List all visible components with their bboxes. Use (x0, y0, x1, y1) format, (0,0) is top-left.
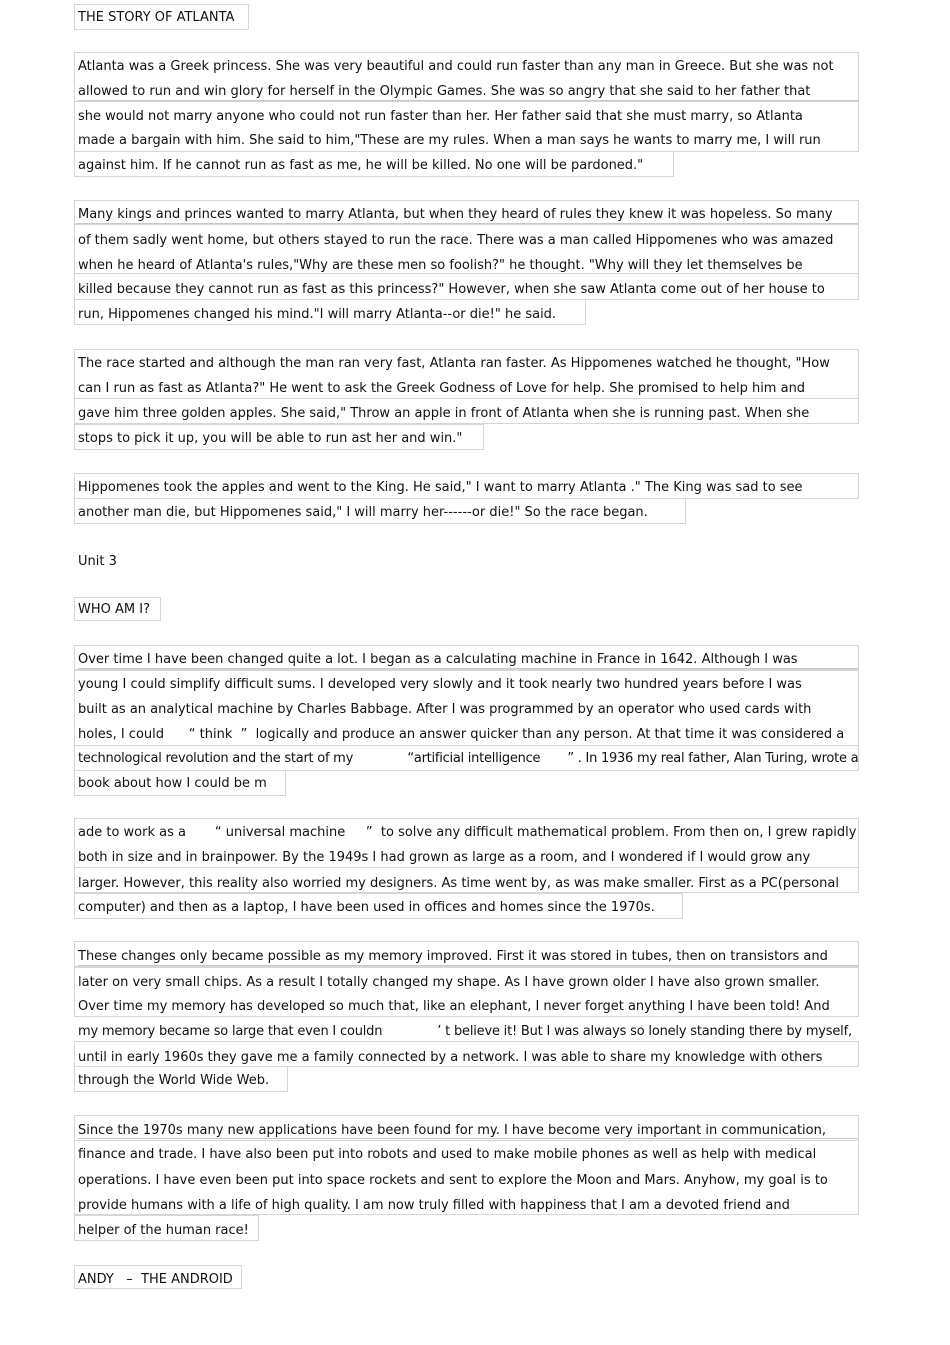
story-p2-line: run, Hippomenes changed his mind."I will marry Atlanta--or die!" he said. (78, 307, 557, 322)
signature: ANDY – THE ANDROID (78, 1272, 233, 1287)
who-p3-line: through the World Wide Web. (78, 1073, 270, 1088)
unit-label: Unit 3 (78, 554, 117, 569)
story-p1-line: she would not marry anyone who could not run faster than her. Her father said that she must marry, so Atlanta (78, 109, 803, 124)
who-p1-line: technological revolution and the start of my “artificial intelligence ” . In 1936 my real father, Alan Turing, wrote a (78, 751, 859, 766)
who-p3-line: These changes only became possible as my memory improved. First it was stored in tubes, then on transistors and (78, 949, 828, 964)
story-p3-line: The race started and although the man ran very fast, Atlanta ran faster. As Hippomenes watched he thought, "How (78, 356, 830, 371)
who-p4-line: provide humans with a life of high quality. I am now truly filled with happiness that I am a devoted friend and (78, 1198, 790, 1213)
who-p2-line: larger. However, this reality also worried my designers. As time went by, as was make smaller. First as a PC(personal (78, 876, 839, 891)
story-p1-line: made a bargain with him. She said to him,"These are my rules. When a man says he wants to marry me, I will run (78, 133, 821, 148)
who-p2-line: computer) and then as a laptop, I have been used in offices and homes since the 1970s. (78, 900, 655, 915)
who-p4-line: operations. I have even been put into space rockets and sent to explore the Moon and Mars. Anyhow, my goal is to (78, 1173, 828, 1188)
who-p2-line: both in size and in brainpower. By the 1949s I had grown as large as a room, and I wondered if I would grow any (78, 850, 811, 865)
who-am-i-title: WHO AM I? (78, 602, 150, 617)
who-p2-line: ade to work as a “ universal machine ” to solve any difficult mathematical problem. From then on, I grew rapidly (78, 825, 857, 840)
who-p1-line: holes, I could “ think ” logically and produce an answer quicker than any person. At that time it was considered a (78, 727, 845, 742)
story-p2-line: when he heard of Atlanta's rules,"Why are these men so foolish?" he thought. "Why will they let themselves be (78, 258, 803, 273)
story-p1-line: allowed to run and win glory for herself in the Olympic Games. She was so angry that she said to her father that (78, 84, 811, 99)
who-p3-line: Over time my memory has developed so much that, like an elephant, I never forget anything I have been told! And (78, 999, 830, 1014)
who-p3-line: later on very small chips. As a result I totally changed my shape. As I have grown older I have also grown smaller. (78, 975, 820, 990)
who-p3-line: until in early 1960s they gave me a family connected by a network. I was able to share my knowledge with others (78, 1050, 823, 1065)
story-p2-line: of them sadly went home, but others stayed to run the race. There was a man called Hippomenes who was amazed (78, 233, 834, 248)
story-p3-line: can I run as fast as Atlanta?" He went to ask the Greek Godness of Love for help. She promised to help him and (78, 381, 806, 396)
who-p4-line: helper of the human race! (78, 1223, 249, 1238)
story-p3-line: gave him three golden apples. She said," Throw an apple in front of Atlanta when she is running past. When she (78, 406, 810, 421)
who-p3-line: my memory became so large that even I couldn ’ t believe it! But I was always so lonely standing there by myself, (78, 1024, 852, 1039)
who-p4-line: finance and trade. I have also been put into robots and used to make mobile phones as well as help with medical (78, 1147, 817, 1162)
story-p2-line: Many kings and princes wanted to marry Atlanta, but when they heard of rules they knew it was hopeless. So many (78, 207, 833, 222)
who-p1-line: book about how I could be m (78, 776, 267, 791)
who-p1-line: young I could simplify difficult sums. I developed very slowly and it took nearly two hundred years before I was (78, 677, 802, 692)
who-p4-line: Since the 1970s many new applications have been found for my. I have become very important in communication, (78, 1123, 826, 1138)
story-title: THE STORY OF ATLANTA (78, 10, 235, 25)
story-p4-line: another man die, but Hippomenes said," I will marry her------or die!" So the race began. (78, 505, 648, 520)
story-p1-line: against him. If he cannot run as fast as me, he will be killed. No one will be pardoned." (78, 158, 644, 173)
story-p1-line: Atlanta was a Greek princess. She was very beautiful and could run faster than any man in Greece. But she was not (78, 59, 834, 74)
who-p1-line: built as an analytical machine by Charles Babbage. After I was programmed by an operator who used cards with (78, 702, 812, 717)
story-p4-line: Hippomenes took the apples and went to the King. He said," I want to marry Atlanta ." The King was sad to see (78, 480, 803, 495)
story-p3-line: stops to pick it up, you will be able to run ast her and win." (78, 431, 463, 446)
who-p1-line: Over time I have been changed quite a lot. I began as a calculating machine in France in 1642. Although I was (78, 652, 798, 667)
story-p2-line: killed because they cannot run as fast as this princess?" However, when she saw Atlanta come out of her house to (78, 282, 825, 297)
